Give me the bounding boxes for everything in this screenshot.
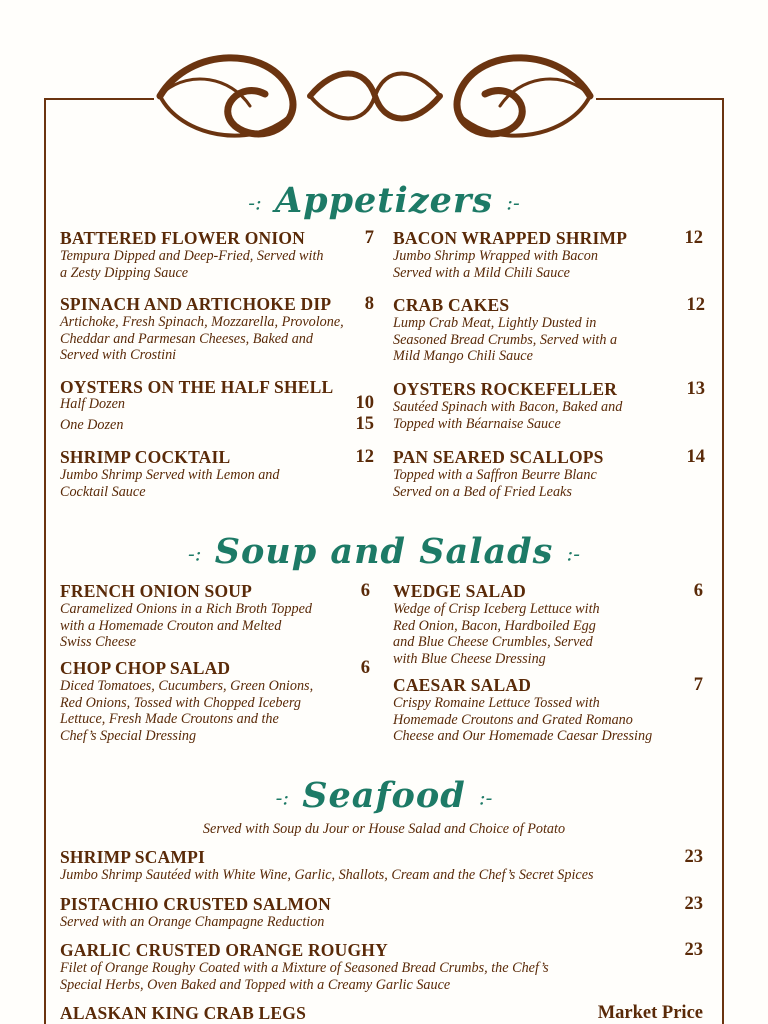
item-price: 6	[693, 581, 703, 601]
item-name: SHRIMP SCAMPI	[60, 847, 206, 867]
item-price: Market Price	[597, 1003, 703, 1023]
appetizers-title: Appetizers	[274, 180, 494, 221]
menu-item	[60, 940, 703, 996]
item-price: 23	[684, 894, 703, 914]
menu-item	[60, 377, 374, 437]
item-name: PISTACHIO CRUSTED SALMON	[60, 894, 331, 914]
item-price: 12	[686, 295, 705, 315]
item-name: CRAB CAKES	[393, 295, 510, 315]
menu-item	[60, 894, 703, 934]
item-description: Tempura Dipped and Deep-Fried, Served with a Zesty Dipping Sauce	[60, 248, 324, 281]
item-name: SPINACH AND ARTICHOKE DIP	[60, 294, 332, 314]
item-description: Jumbo Shrimp Wrapped with Bacon Served with a Mild Chili Sauce	[393, 248, 598, 281]
menu-item	[393, 228, 703, 288]
menu-item	[60, 847, 703, 887]
item-price: 7	[364, 228, 374, 248]
item-price: 14	[686, 447, 705, 467]
item-name: CHOP CHOP SALAD	[60, 658, 231, 678]
item-price: 23	[684, 940, 703, 960]
option-price: 10	[355, 393, 374, 413]
option-price: 15	[355, 414, 374, 434]
title-ornament-right: :-	[566, 541, 580, 566]
item-description: Lump Crab Meat, Lightly Dusted in Seasoned Bread Crumbs, Served with a Mild Mango Chili Sauce	[393, 315, 618, 365]
menu-item	[393, 447, 705, 507]
item-description: Filet of Orange Roughy Coated with a Mixture of Seasoned Bread Crumbs, the Chef’s Special Herbs, Oven Baked and Topped with a Creamy Garlic Sauce	[60, 960, 549, 993]
item-name: OYSTERS ON THE HALF SHELL	[60, 377, 334, 397]
item-description: Jumbo Shrimp Sautéed with White Wine, Garlic, Shallots, Cream and the Chef’s Secret Spices	[60, 867, 594, 883]
item-price: 6	[360, 581, 370, 601]
item-description: Wedge of Crisp Iceberg Lettuce with Red Onion, Bacon, Hardboiled Egg and Blue Cheese Crumbles, Served with Blue Cheese Dressing	[393, 601, 600, 667]
seafood-heading	[0, 775, 768, 816]
menu-item	[393, 675, 703, 745]
item-price: 23	[684, 847, 703, 867]
title-ornament-left: -:	[188, 541, 202, 566]
title-ornament-left: -:	[248, 190, 262, 215]
item-name: PAN SEARED SCALLOPS	[393, 447, 604, 467]
menu-item	[60, 658, 370, 744]
option-label: Half Dozen	[60, 396, 126, 412]
item-description: Diced Tomatoes, Cucumbers, Green Onions, Red Onions, Tossed with Chopped Iceberg Lettuce, Fresh Made Croutons and the Chef’s Special Dressing	[60, 678, 314, 744]
seafood-note: Served with Soup du Jour or House Salad and Choice of Potato	[202, 821, 566, 837]
title-ornament-left: -:	[275, 785, 290, 810]
menu-item	[60, 581, 370, 653]
item-name: ALASKAN KING CRAB LEGS	[60, 1003, 307, 1023]
menu-item	[393, 379, 705, 439]
item-description: Served with an Orange Champagne Reduction	[60, 914, 325, 930]
item-description: Crispy Romaine Lettuce Tossed with Homemade Croutons and Grated Romano Cheese and Our Homemade Caesar Dressing	[393, 695, 653, 745]
item-name: BACON WRAPPED SHRIMP	[393, 228, 628, 248]
title-ornament-right: :-	[506, 190, 520, 215]
menu-item	[60, 228, 374, 288]
item-name: FRENCH ONION SOUP	[60, 581, 253, 601]
item-price: 7	[693, 675, 703, 695]
item-description: Sautéed Spinach with Bacon, Baked and Topped with Béarnaise Sauce	[393, 399, 623, 432]
frame-top-left-line	[44, 98, 154, 100]
item-name: OYSTERS ROCKEFELLER	[393, 379, 618, 399]
item-price: 8	[364, 294, 374, 314]
seafood-title: Seafood	[302, 775, 466, 816]
item-name: CAESAR SALAD	[393, 675, 532, 695]
title-ornament-right: :-	[478, 785, 493, 810]
option-label: One Dozen	[60, 417, 124, 433]
item-name: SHRIMP COCKTAIL	[60, 447, 231, 467]
menu-item	[60, 1003, 703, 1024]
item-price: 12	[684, 228, 703, 248]
frame-top-right-line	[596, 98, 724, 100]
item-price: 12	[355, 447, 374, 467]
item-description: Artichoke, Fresh Spinach, Mozzarella, Provolone, Cheddar and Parmesan Cheeses, Baked and Served with Crostini	[60, 314, 344, 364]
item-name: BATTERED FLOWER ONION	[60, 228, 306, 248]
header-flourish-ornament	[150, 36, 600, 158]
item-name: GARLIC CRUSTED ORANGE ROUGHY	[60, 940, 388, 960]
soups-title: Soup and Salads	[214, 531, 554, 572]
item-description: Jumbo Shrimp Served with Lemon and Cocktail Sauce	[60, 467, 280, 500]
item-price: 13	[686, 379, 705, 399]
appetizers-heading	[0, 180, 768, 221]
menu-item	[60, 447, 374, 507]
soups-heading	[0, 531, 768, 572]
item-description: Caramelized Onions in a Rich Broth Topped with a Homemade Crouton and Melted Swiss Cheese	[60, 601, 312, 651]
item-price: 6	[360, 658, 370, 678]
menu-item	[393, 295, 705, 371]
item-description: Topped with a Saffron Beurre Blanc Served on a Bed of Fried Leaks	[393, 467, 597, 500]
menu-item	[393, 581, 703, 667]
menu-item	[60, 294, 374, 370]
item-name: WEDGE SALAD	[393, 581, 526, 601]
